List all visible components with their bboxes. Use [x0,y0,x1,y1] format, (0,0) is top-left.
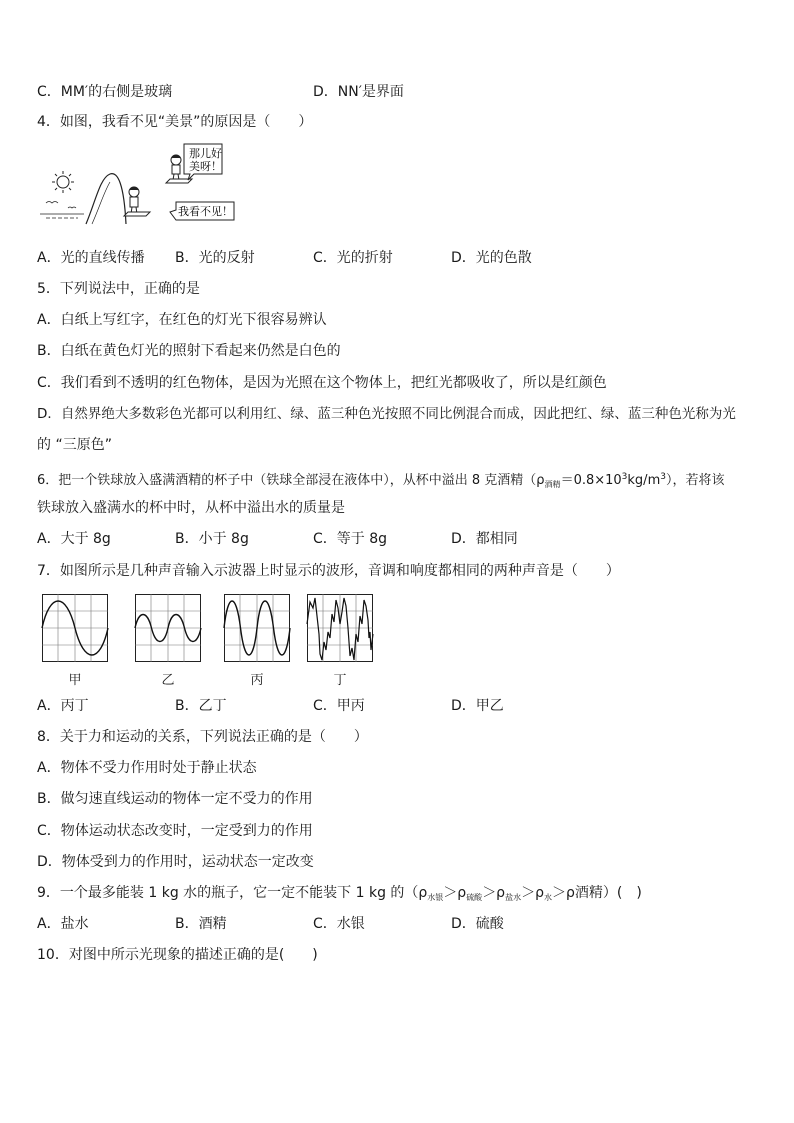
q9-option-a: A．盐水 [37,916,89,932]
q5-stem: 5．下列说法中，正确的是 [37,281,200,297]
q8-option-d: D．物体受到力的作用时，运动状态一定改变 [37,854,314,870]
bubble-top-line1: 那儿好 [189,147,222,160]
q7-option-c: C．甲丙 [313,698,365,714]
q8-option-b: B．做匀速直线运动的物体一定不受力的作用 [37,791,313,807]
q6-option-d: D．都相同 [451,531,518,547]
child-figure [124,187,150,216]
q6-option-b: B．小于 8g [175,531,249,547]
q6-stem: 6．把一个铁球放入盛满酒精的杯子中（铁球全部浸在液体中），从杯中溢出 8 克酒精$(\rho_{酒精}=0.8\times 10^3kg/m^3)$，若将该 [37,472,725,489]
q4-option-c: C．光的折射 [313,250,393,266]
wave-label-yi: 乙 [161,673,175,688]
q9-stem: 9．一个最多能装 1 kg 水的瓶子，它一定不能装下 1 kg 的（$\rho_{水银}>\rho_{硫酸}>\rho_{盐水}>\rho_水>\rho$酒精）( ) [37,885,642,902]
q7-option-b: B．乙丁 [175,698,227,714]
q7-stem: 7．如图所示是几种声音输入示波器上时显示的波形，音调和响度都相同的两种声音是（ ） [37,563,620,579]
q8-option-c: C．物体运动状态改变时，一定受到力的作用 [37,823,313,839]
q4-stem: 4．如图，我看不见“美景”的原因是（ ） [37,114,313,130]
q9-option-c: C．水银 [313,916,365,932]
q3-option-c: C．MM′的右侧是玻璃 [37,84,173,100]
q7-option-d: D．甲乙 [451,698,504,714]
wave-label-jia: 甲 [68,673,82,688]
q5-option-d: D．自然界绝大多数彩色光都可以利用红、绿、蓝三种色光按照不同比例混合而成，因此把红、绿、蓝三种色光称为光 [37,406,736,422]
waveform-ding [307,594,373,662]
q3-option-d: D．NN′是界面 [313,84,404,100]
waveform-jia [42,594,108,662]
bubble-bottom: 我看不见！ [178,205,233,218]
q6-option-c: C．等于 8g [313,531,388,547]
q6-stem-line2: 铁球放入盛满水的杯中时，从杯中溢出水的质量是 [37,500,345,516]
q4-option-a: A．光的直线传播 [37,250,145,266]
q9-option-d: D．硫酸 [451,916,504,932]
waveform-yi [135,594,201,662]
sun-icon [52,171,74,193]
wave-label-bing: 丙 [250,673,264,688]
waveform-bing [224,594,290,662]
bubble-top-line2: 美呀！ [189,160,222,173]
q7-option-a: A．丙丁 [37,698,89,714]
q8-option-a: A．物体不受力作用时处于静止状态 [37,760,257,776]
q8-stem: 8．关于力和运动的关系，下列说法正确的是（ ） [37,729,368,745]
q5-option-a: A．白纸上写红字，在红色的灯光下很容易辨认 [37,312,327,328]
q4-option-d: D．光的色散 [451,250,532,266]
wave-label-ding: 丁 [333,673,347,688]
q5-option-c: C．我们看到不透明的红色物体，是因为光照在这个物体上，把红光都吸收了，所以是红颜色 [37,375,607,391]
q5-option-b: B．白纸在黄色灯光的照射下看起来仍然是白色的 [37,343,341,359]
q6-option-a: A．大于 8g [37,531,111,547]
q4-illustration [38,140,238,225]
q10-stem: 10．对图中所示光现象的描述正确的是( ) [37,947,318,963]
q4-option-b: B．光的反射 [175,250,255,266]
q9-option-b: B．酒精 [175,916,227,932]
q5-option-d-cont: 的 “三原色” [37,437,112,453]
